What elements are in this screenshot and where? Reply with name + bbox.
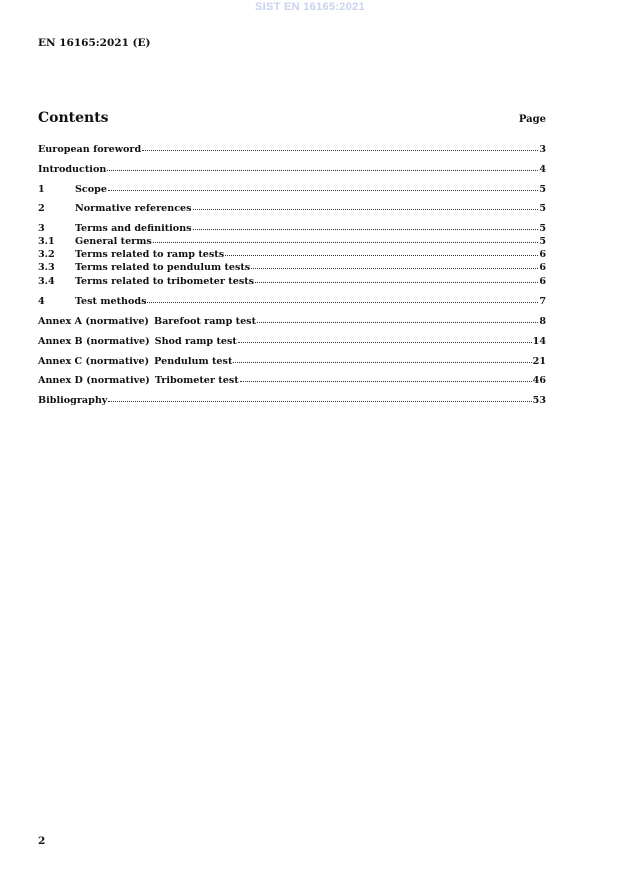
toc-leader xyxy=(147,299,538,303)
toc-entry-page: 53 xyxy=(532,395,546,406)
toc-leader xyxy=(257,319,538,323)
toc-entry-title: Tribometer test xyxy=(154,375,239,386)
page-number: 2 xyxy=(38,835,46,847)
toc-entry-terms-and-definitions[interactable] xyxy=(38,223,546,235)
watermark: SIST EN 16165:2021 xyxy=(255,1,365,13)
toc-leader xyxy=(240,378,532,382)
toc-leader xyxy=(107,167,538,171)
toc-entry-title: European foreword xyxy=(38,144,142,155)
toc-leader xyxy=(193,226,539,230)
toc-entry-number: 3.3 xyxy=(38,262,55,273)
toc-entry-number: 3.1 xyxy=(38,236,55,247)
toc-entry-annex-c[interactable] xyxy=(38,356,546,368)
toc-annex-label: Annex B (normative) xyxy=(38,336,150,347)
toc-entry-tribometer-test-terms[interactable] xyxy=(38,276,546,288)
toc-entry-page: 3 xyxy=(539,144,546,155)
contents-title: Contents xyxy=(38,110,109,126)
toc-entry-page: 5 xyxy=(539,223,546,234)
toc-leader xyxy=(255,279,538,283)
toc-annex-label: Annex A (normative) xyxy=(38,316,149,327)
toc-leader xyxy=(108,187,538,191)
toc-entry-page: 6 xyxy=(539,249,546,260)
toc-entry-title: Barefoot ramp test xyxy=(153,316,257,327)
toc-entry-annex-a[interactable] xyxy=(38,316,546,328)
toc-entry-pendulum-test-terms[interactable] xyxy=(38,262,546,274)
toc-entry-title: Terms related to ramp tests xyxy=(75,249,225,260)
toc-leader xyxy=(142,147,538,151)
toc-entry-title: Normative references xyxy=(75,203,192,214)
toc-entry-page: 46 xyxy=(532,375,546,386)
toc-entry-title: Test methods xyxy=(75,296,147,307)
toc-entry-title: Terms related to pendulum tests xyxy=(75,262,251,273)
toc-annex-label: Annex C (normative) xyxy=(38,356,150,367)
toc-entry-page: 8 xyxy=(539,316,546,327)
toc-entry-general-terms[interactable] xyxy=(38,236,546,248)
toc-entry-ramp-test-terms[interactable] xyxy=(38,249,546,261)
toc-entry-page: 5 xyxy=(539,236,546,247)
toc-entry-page: 7 xyxy=(539,296,546,307)
toc-leader xyxy=(233,359,531,363)
toc-entry-normative-references[interactable] xyxy=(38,203,546,215)
toc-entry-page: 21 xyxy=(532,356,546,367)
document-id: EN 16165:2021 (E) xyxy=(38,37,151,49)
toc-entry-introduction[interactable] xyxy=(38,164,546,176)
toc-entry-foreword[interactable] xyxy=(38,144,546,156)
toc-entry-page: 6 xyxy=(539,276,546,287)
toc-entry-test-methods[interactable] xyxy=(38,296,546,308)
toc-entry-title: Pendulum test xyxy=(154,356,233,367)
toc-entry-title: Terms related to tribometer tests xyxy=(75,276,255,287)
toc-leader xyxy=(108,398,531,402)
toc-entry-page: 14 xyxy=(532,336,546,347)
toc-leader xyxy=(251,265,538,269)
toc-entry-title: Introduction xyxy=(38,164,107,175)
page-column-label: Page xyxy=(518,114,546,125)
toc-entry-page: 4 xyxy=(539,164,546,175)
toc-leader xyxy=(153,239,539,243)
toc-leader xyxy=(225,252,538,256)
toc-entry-scope[interactable] xyxy=(38,184,546,196)
toc-entry-annex-d[interactable] xyxy=(38,375,546,387)
toc-entry-page: 5 xyxy=(539,203,546,214)
toc-entry-page: 6 xyxy=(539,262,546,273)
toc-entry-number: 3.2 xyxy=(38,249,55,260)
toc-annex-label: Annex D (normative) xyxy=(38,375,150,386)
toc-entry-number: 3.4 xyxy=(38,276,55,287)
toc-entry-title: Scope xyxy=(75,184,107,195)
toc-entry-number: 4 xyxy=(38,296,45,307)
toc-leader xyxy=(238,339,532,343)
toc-entry-title: General terms xyxy=(75,236,152,247)
toc-entry-title: Shod ramp test xyxy=(154,336,237,347)
toc-entry-annex-b[interactable] xyxy=(38,336,546,348)
toc-entry-bibliography[interactable] xyxy=(38,395,546,407)
toc-entry-page: 5 xyxy=(539,184,546,195)
toc-entry-number: 2 xyxy=(38,203,45,214)
table-of-contents xyxy=(38,0,546,877)
toc-entry-number: 1 xyxy=(38,184,45,195)
toc-entry-title: Bibliography xyxy=(38,395,108,406)
toc-entry-title: Terms and definitions xyxy=(75,223,192,234)
toc-leader xyxy=(193,206,539,210)
toc-entry-number: 3 xyxy=(38,223,45,234)
